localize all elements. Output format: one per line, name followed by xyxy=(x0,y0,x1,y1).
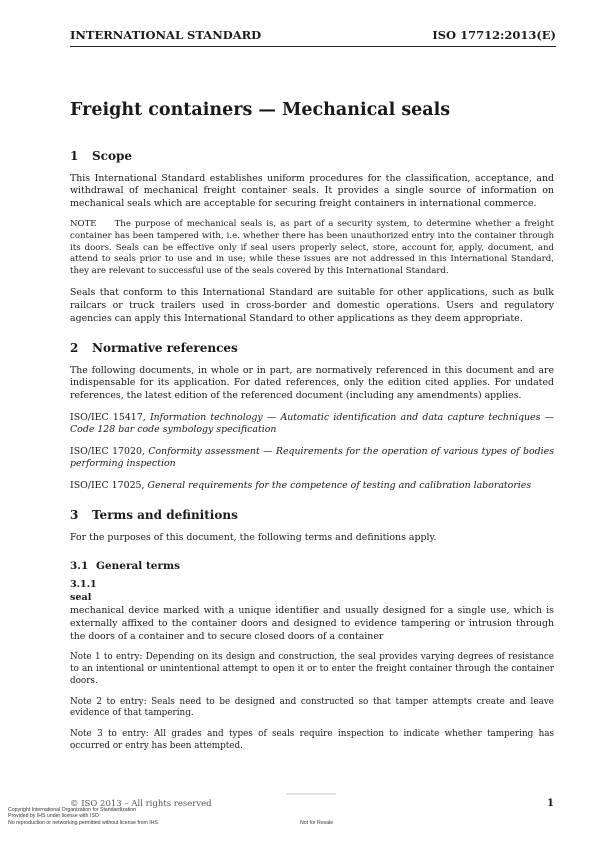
scan-artifact xyxy=(286,793,336,795)
section-heading-normative-references xyxy=(70,342,554,355)
header-label: INTERNATIONAL STANDARD xyxy=(70,28,262,42)
term-number: 3.1.1 xyxy=(70,579,97,591)
note-to-entry: Note 2 to entry: Seals need to be designed and constructed so that tamper attempts create and leave evidence of that tampering. xyxy=(70,696,554,719)
section-title: Terms and definitions xyxy=(92,508,238,523)
section-number: 2 xyxy=(70,341,79,356)
section-heading-scope xyxy=(70,150,554,163)
page-header xyxy=(70,28,556,47)
scope-note xyxy=(70,219,554,277)
document-title: Freight containers — Mechanical seals xyxy=(70,100,451,120)
reference-title: Conformity assessment — Requirements for the operation of various types of bodies performing inspection xyxy=(70,445,555,470)
reference-item xyxy=(70,480,554,493)
subsection-number: 3.1 xyxy=(70,559,89,572)
subsection-title: General terms xyxy=(96,559,181,572)
copyright-footer: © ISO 2013 – All rights reserved xyxy=(70,799,212,809)
scope-paragraph-1: This International Standard establishes uniform procedures for the classification, acceptance, and withdrawal of mechanical freight container seals. It provides a single source of information on mechanical seals which are acceptable for securing freight containers in international commerce. xyxy=(70,172,554,209)
term-definition: mechanical device marked with a unique identifier and usually designed for a single use, which is externally affixed to the container doors and designed to evidence tampering or intrusion through the doors of a container and to secure closed doors of a container xyxy=(70,605,554,642)
resale-watermark: Not for Resale xyxy=(300,820,334,826)
reference-item xyxy=(70,446,554,471)
note-to-entry: Note 3 to entry: All grades and types of seals require inspection to indicate whether tampering has occurred or entry has been attempted. xyxy=(70,729,554,751)
reference-item xyxy=(70,412,554,437)
reference-code: ISO/IEC 17020, xyxy=(70,445,145,457)
section-title: Scope xyxy=(92,149,133,163)
reference-code: ISO/IEC 17025, xyxy=(70,479,145,491)
section-number: 3 xyxy=(70,508,79,523)
note-tag: NOTE xyxy=(70,219,97,230)
reference-title: Information technology — Automatic identification and data capture techniques — Code 128 bar code symbology specification xyxy=(70,411,554,436)
note-text: The purpose of mechanical seals is, as part of a security system, to determine whether a freight container has been tampered with, i.e. whether there has been unauthorized entry into the container through its doors. Seals can be effective only if seal users properly select, store, account for, apply, document, and attend to seals prior to use and in use; while these issues are not addressed in this International Standard, they are relevant to successful use of the seals covered by this International Standard. xyxy=(70,219,554,276)
document-body xyxy=(70,146,554,762)
terms-intro: For the purposes of this document, the following terms and definitions apply. xyxy=(70,532,437,544)
watermark-line: Provided by IHS under license with ISO xyxy=(8,813,99,820)
page-number: 1 xyxy=(547,798,554,809)
document-number: ISO 17712:2013(E) xyxy=(432,28,556,42)
term-name: seal xyxy=(70,591,92,603)
section-number: 1 xyxy=(70,149,79,163)
watermark-line: No reproduction or networking permitted without license from IHS xyxy=(8,819,158,826)
section-heading-terms-definitions xyxy=(70,509,554,522)
watermark-line: Copyright International Organization for Standardization xyxy=(8,807,137,813)
scope-paragraph-2: Seals that conform to this International Standard are suitable for other applications, such as bulk railcars or truck trailers used in cross-border and domestic operations. Users and regulatory agencies can apply this International Standard to other applications as they deem appropriate. xyxy=(70,287,554,324)
reference-title: General requirements for the competence of testing and calibration laboratories xyxy=(147,479,532,491)
license-watermark xyxy=(8,807,158,826)
note-to-entry: Note 1 to entry: Depending on its design and construction, the seal provides varying degrees of resistance to an intentional or unintentional attempt to open it or to enter the freight container through the container doors. xyxy=(70,652,554,686)
section-title: Normative references xyxy=(92,341,238,356)
references-intro: The following documents, in whole or in part, are normatively referenced in this document and are indispensable for its application. For dated references, only the edition cited applies. For undated references, the latest edition of the referenced document (including any amendments) applies. xyxy=(70,364,554,401)
reference-code: ISO/IEC 15417, xyxy=(70,411,146,423)
subsection-heading-general-terms xyxy=(70,560,554,573)
